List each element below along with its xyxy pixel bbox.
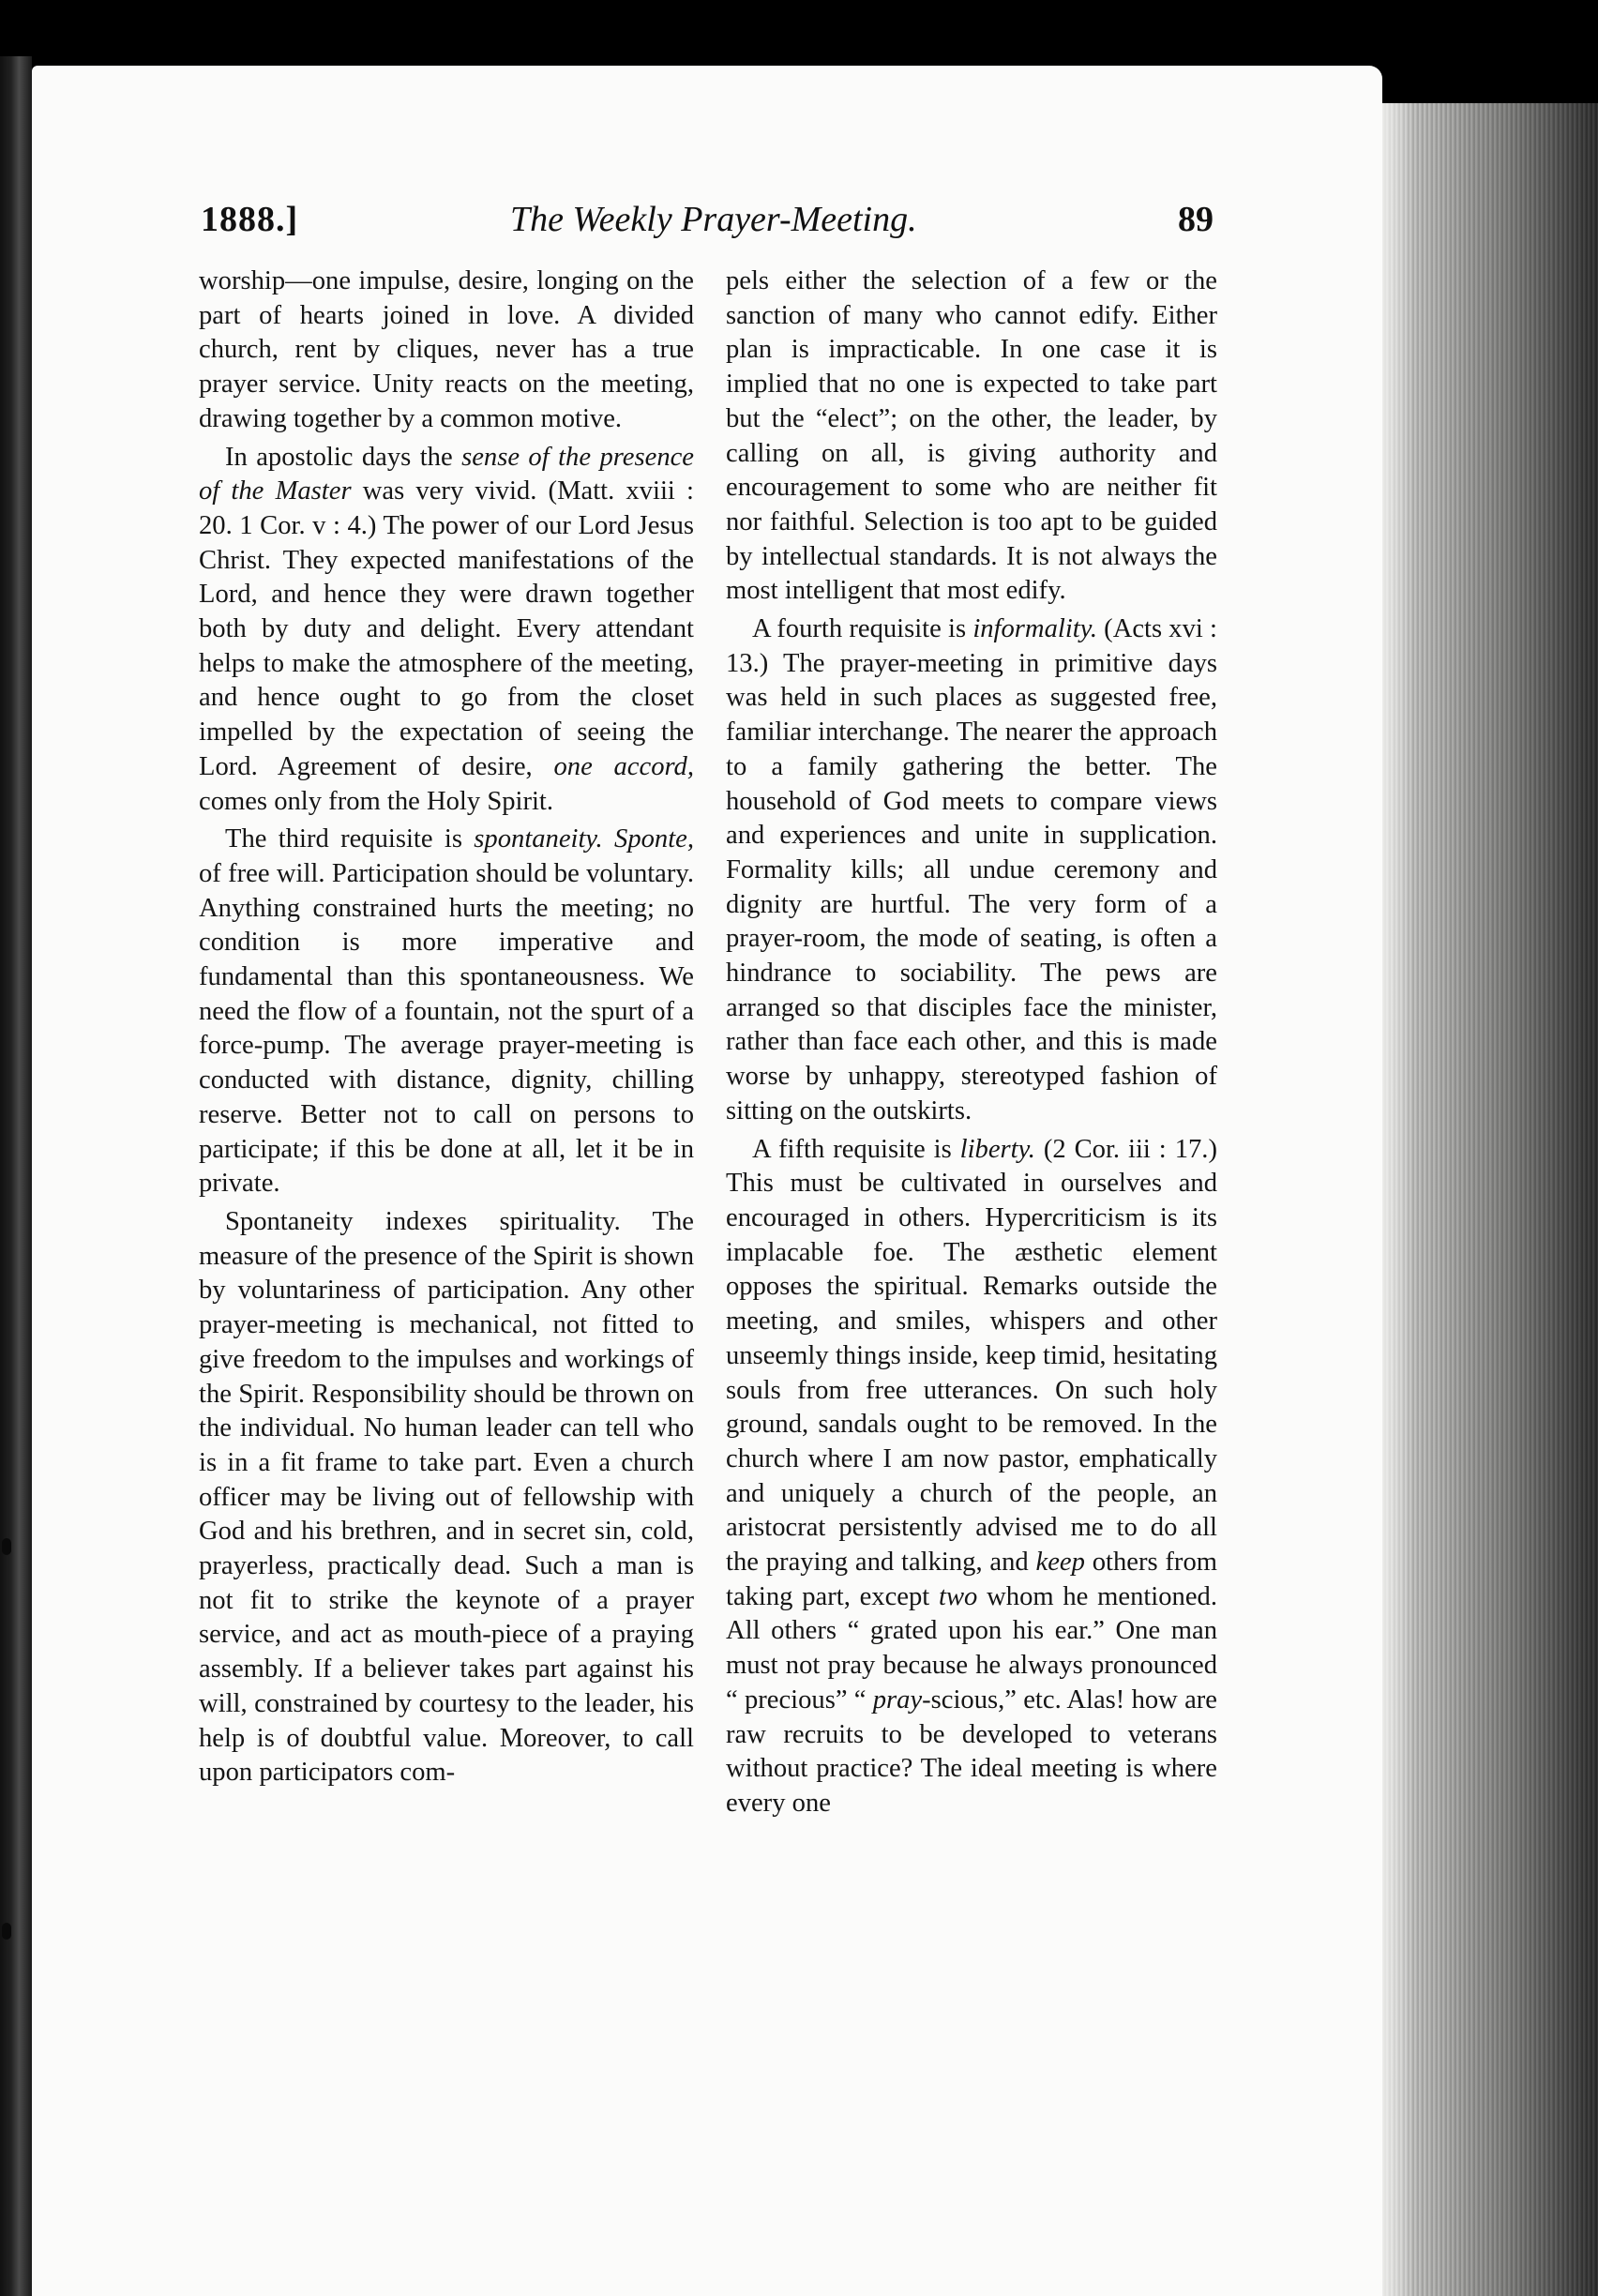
emphasis: pray xyxy=(872,1684,923,1714)
page-stack-edge xyxy=(1377,103,1598,2296)
paragraph: In apostolic days the sense of the presence of the Master was very vivid. (Matt. xviii : 20. 1 Cor. v : 4.) The power of our Lord Jesus Christ. They expected manifestations of the Lord, and hence they were drawn together both by duty and delight. Every attendant helps to make the atmosphere of the meeting, and hence ought to go from the closet impelled by the expectation of seeing the Lord. Agreement of desire, one accord, comes only from the Holy Spirit. xyxy=(199,442,695,816)
binding-mark xyxy=(2,1538,11,1555)
emphasis: sense of the presence of the Master xyxy=(199,442,694,506)
emphasis: keep xyxy=(1035,1548,1085,1578)
header-year: 1888.] xyxy=(201,200,299,239)
emphasis: liberty. xyxy=(959,1134,1035,1164)
left-text-column xyxy=(199,264,694,1790)
paragraph: The third requisite is spontaneity. Sponte, of free will. Participation should be voluntary. Anything constrained hurts the meeting; no condition is more imperative and fundamental than this spontaneousness. We need the flow of a fountain, not the spurt of a force-pump. The average prayer-meeting is conducted with distance, dignity, chilling reserve. Better not to call on persons to participate; if this be done at all, let it be in private. xyxy=(199,824,694,1199)
paragraph: A fifth requisite is liberty. (2 Cor. iii : 17.) This must be cultivated in ourselves and encouraged in others. Hypercriticism is its implacable foe. The æsthetic element opposes the spiritual. Remarks outside the meeting, and smiles, whispers and other unseemly things inside, keep timid, hesitating souls from free utterances. On such holy ground, sandals ought to be removed. In the church where I am now pastor, emphatically and uniquely a church of the people, an aristocrat persistently advised me to do all the praying and talking, and keep others from taking part, except two whom he mentioned. All others “ grated upon his ear.” One man must not pray because he always pronounced “ precious” “ pray-scious,” etc. Alas! how are raw recruits to be developed to veterans without practice? The ideal meeting is where every one xyxy=(726,1134,1217,1818)
header-title: The Weekly Prayer-Meeting. xyxy=(510,200,917,239)
running-header xyxy=(201,199,1214,246)
emphasis: two xyxy=(939,1581,978,1611)
paragraph: worship—one impulse, desire, longing on the part of hearts joined in love. A divided church, rent by cliques, never has a true prayer service. Unity reacts on the meeting, drawing together by a common motive. xyxy=(199,266,694,433)
paragraph: Spontaneity indexes spirituality. The measure of the presence of the Spirit is shown by voluntariness of participation. Any other prayer-meeting is mechanical, not fitted to give freedom to the impulses and workings of the Spirit. Responsibility should be thrown on the individual. No human leader can tell who is in a fit frame to take part. Even a church officer may be living out of fellowship with God and his brethren, and in secret sin, cold, prayerless, practically dead. Such a man is not fit to strike the keynote of a prayer service, and act as mouth-piece of a praying assembly. If a believer takes part against his will, constrained by courtesy to the leader, his help is of doubtful value. Moreover, to call upon participators com- xyxy=(199,1206,694,1788)
binding-mark xyxy=(2,1923,11,1940)
page-number: 89 xyxy=(1178,200,1214,239)
left-page-edge xyxy=(0,56,32,2296)
emphasis: informality. xyxy=(972,614,1097,644)
paragraph: A fourth requisite is informality. (Acts xvi : 13.) The prayer-meeting in primitive days was held in such places as suggested free, familiar interchange. The nearer the approach to a family gathering the better. The household of God meets to compare views and experiences and unite in supplication. Formality kills; all undue ceremony and dignity are hurtful. The very form of a prayer-room, the mode of seating, is often a hindrance to sociability. The pews are arranged so that disciples face the minister, rather than face each other, and this is made worse by unhappy, stereotyped fashion of sitting on the outskirts. xyxy=(726,614,1217,1125)
paragraph: pels either the selection of a few or the sanction of many who cannot edify. Either plan is impracticable. In one case it is implied that no one is expected to take part but the “elect”; on the other, the leader, by calling on all, is giving authority and encouragement to some who are neither fit nor faithful. Selection is too apt to be guided by intellectual standards. It is not always the most intelligent that most edify. xyxy=(726,266,1217,606)
right-text-column xyxy=(726,264,1217,1821)
emphasis: spontaneity. Sponte, xyxy=(474,824,694,854)
emphasis: one accord, xyxy=(553,751,695,781)
